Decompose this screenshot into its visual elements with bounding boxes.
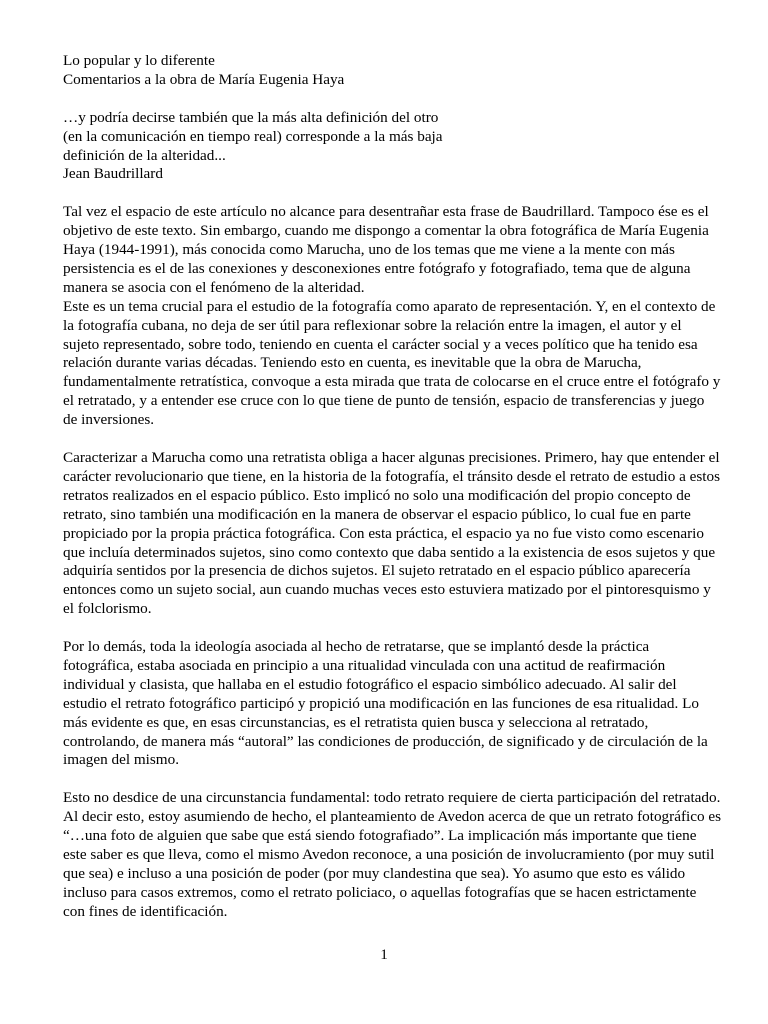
body-paragraph: Tal vez el espacio de este artículo no alcance para desentrañar esta frase de Baudrillard. Tampoco ése es el objetivo de este texto. Sin embargo, cuando me dispongo a comentar la obra fotográfica de María Eugenia Haya (1944-1991), más conocida como Marucha, uno de los temas que me viene a la mente con más persistencia es el de las conexiones y desconexiones entre fotógrafo y fotografiado, tema que de alguna manera se asocia con el fenómeno de la alteridad. bbox=[63, 203, 709, 296]
spacer bbox=[63, 430, 721, 449]
spacer bbox=[63, 770, 721, 789]
epigraph-line: …y podría decirse también que la más alta definición del otro bbox=[63, 108, 439, 126]
spacer bbox=[63, 90, 721, 109]
page-number: 1 bbox=[380, 946, 388, 963]
epigraph-line: definición de la alteridad... bbox=[63, 146, 226, 164]
epigraph-author: Jean Baudrillard bbox=[63, 165, 163, 183]
body-paragraph: Caracterizar a Marucha como una retratista obliga a hacer algunas precisiones. Primero, hay que entender el carácter revolucionario que tiene, en la historia de la fotografía, el tránsito desde el retrato de estudio a estos retratos realizados en el espacio público. Esto implicó no solo una modificación del propio concepto de retrato, sino también una modificación en la manera de observar el espacio público, lo cual fue en parte propiciado por la propia práctica fotográfica. Con esta práctica, el espacio ya no fue visto como escenario que incluía determinados sujetos, sino como contexto que daba sentido a la existencia de esos sujetos y que adquiría sentidos por la presencia de dichos sujetos. El sujeto retratado en el espacio público aparecería entonces como un sujeto social, aun cuando muchas veces esto estuviera matizado por el pintoresquismo y el folclorismo. bbox=[63, 448, 721, 618]
body-paragraph: Por lo demás, toda la ideología asociada al hecho de retratarse, que se implantó desde la práctica fotográfica, estaba asociada en principio a una ritualidad vinculada con una actitud de reafirmación individual y clasista, que hallaba en el estudio fotográfico el espacio simbólico adecuado. Al salir del estudio el retrato fotográfico participó y propició una modificación en las funciones de esa ritualidad. Lo más evidente es que, en esas circunstancias, es el retratista quien busca y selecciona al retratado, controlando, de manera más “autoral” las condiciones de producción, de significado y de circulación de la imagen del mismo. bbox=[63, 638, 708, 769]
article-title: Lo popular y lo diferente bbox=[63, 52, 215, 69]
epigraph-line: (en la comunicación en tiempo real) corresponde a la más baja bbox=[63, 127, 443, 145]
spacer bbox=[63, 184, 721, 203]
body-paragraph: Este es un tema crucial para el estudio de la fotografía como aparato de representación. Y, en el contexto de la fotografía cubana, no deja de ser útil para reflexionar sobre la relación entre la imagen, el autor y el sujeto representado, sobre todo, teniendo en cuenta el carácter social y a veces político que ha tenido esa relación durante varias décadas. Teniendo esto en cuenta, es inevitable que la obra de Marucha, fundamentalmente retratística, convoque a esta mirada que trata de colocarse en el cruce entre el fotógrafo y el retratado, y a entender ese cruce con lo que tiene de punto de tensión, espacio de transferencias y juego de inversiones. bbox=[63, 297, 721, 429]
article-subtitle: Comentarios a la obra de María Eugenia Haya bbox=[63, 70, 345, 88]
body-paragraph: Esto no desdice de una circunstancia fundamental: todo retrato requiere de cierta participación del retratado. Al decir esto, estoy asumiendo de hecho, el planteamiento de Avedon acerca de que un retrato fotográfico es “…una foto de alguien que sabe que está siendo fotografiado”. La implicación más importante que tiene este saber es que lleva, como el mismo Avedon reconoce, a una posición de involucramiento (por muy sutil que sea) e incluso a una posición de poder (por muy clandestina que sea). Yo asumo que esto es válido incluso para casos extremos, como el retrato policiaco, o aquellas fotografías que se hacen estrictamente con fines de identificación. bbox=[63, 789, 722, 920]
spacer bbox=[63, 619, 721, 638]
document-page bbox=[63, 52, 721, 922]
epigraph bbox=[63, 109, 721, 185]
